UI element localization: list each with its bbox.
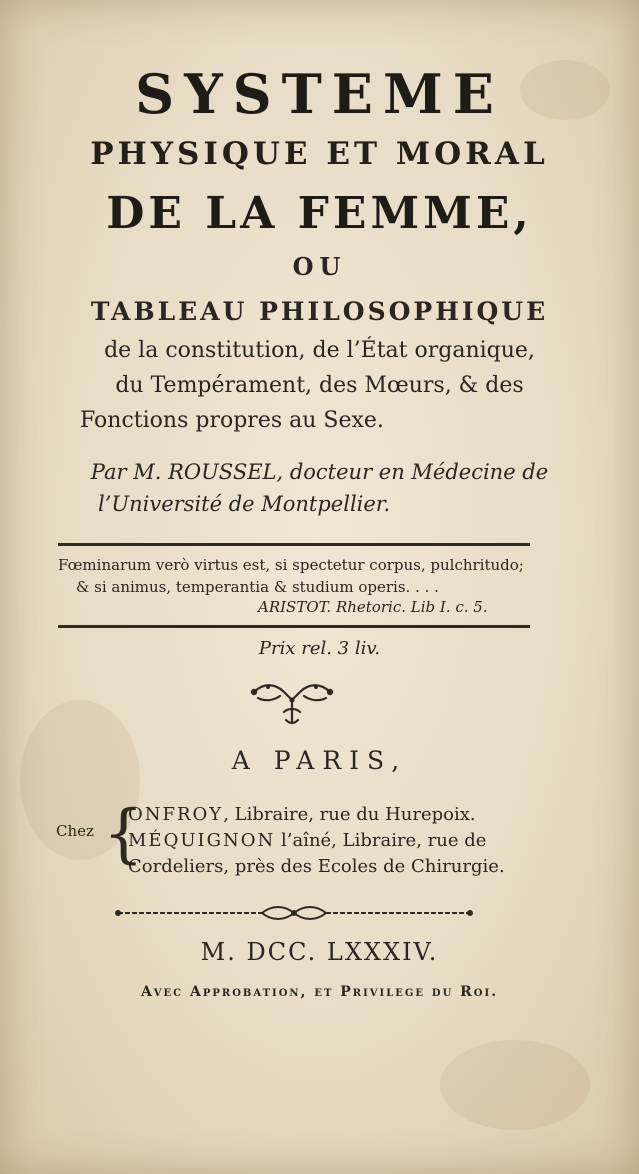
publisher-name: ONFROY [128,804,224,825]
title-line-3: DE LA FEMME, [106,188,533,239]
author-line-2: l’Université de Montpellier. [98,492,391,516]
publication-date: M. DCC. LXXXIV. [200,938,439,966]
brace-icon: { [103,797,144,871]
publisher-line-1 [128,804,476,825]
epigraph-line-1: Fœminarum verò virtus est, si spectetur corpus, pulchritudo; [58,556,524,574]
author-line-1: Par M. ROUSSEL, docteur en Médecine de [90,460,549,484]
title-line-1: SYSTEME [135,62,504,126]
paper-stain [440,1040,590,1130]
subtitle-line-2: du Tempérament, des Mœurs, & des [115,373,524,398]
publisher-line-3: Cordeliers, près des Ecoles de Chirurgie. [128,856,505,877]
fleuron-ornament-icon [244,678,340,730]
epigraph-line-2: & si animus, temperantia & studium operis. . . . [76,578,439,596]
publisher-line-2 [128,830,486,851]
horizontal-rule [58,625,530,628]
publisher-prefix: Chez [56,822,94,840]
subtitle-line-1: de la constitution, de l’État organique, [104,338,535,363]
horizontal-rule [58,543,530,546]
ornamental-rule-icon [112,902,476,924]
publisher-address: l’aîné, Libraire, rue de [275,830,487,851]
subtitle-head: TABLEAU PHILOSOPHIQUE [90,297,549,326]
subtitle-line-3: Fonctions propres au Sexe. [80,408,384,433]
approbation: Avec Approbation, et Privilege du Roi. [140,984,499,1000]
publisher-address: , Libraire, rue du Hurepoix. [223,804,476,825]
city: A PARIS, [231,746,408,775]
epigraph-citation: ARISTOT. Rhetoric. Lib I. c. 5. [258,598,488,616]
conjunction: OU [292,252,347,281]
title-line-2: PHYSIQUE ET MORAL [90,136,549,172]
publisher-name: MÉQUIGNON [128,830,276,851]
price: Prix rel. 3 liv. [258,638,381,659]
